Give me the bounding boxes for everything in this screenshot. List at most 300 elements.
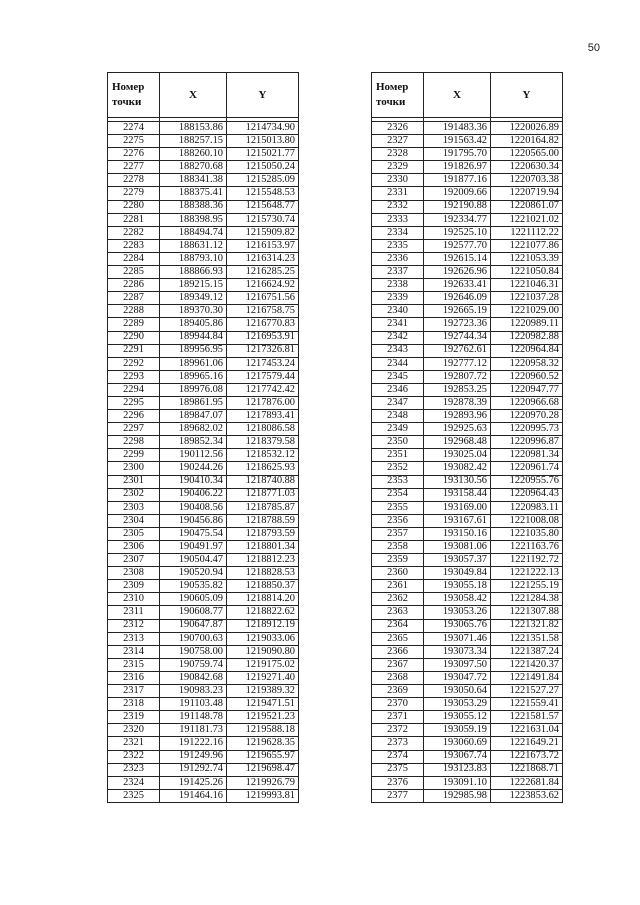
table-row <box>108 396 299 409</box>
table-row <box>108 527 299 540</box>
y-cell: 1220970.28 <box>491 410 563 423</box>
x-cell: 193060.69 <box>424 737 491 750</box>
table-row <box>108 593 299 606</box>
table-row <box>108 658 299 671</box>
table-body <box>108 118 299 803</box>
x-cell: 188388.36 <box>160 200 227 213</box>
point-number-cell: 2320 <box>108 724 160 737</box>
y-cell: 1220960.52 <box>491 370 563 383</box>
x-cell: 192633.41 <box>424 279 491 292</box>
x-cell: 193097.50 <box>424 658 491 671</box>
x-cell: 188260.10 <box>160 148 227 161</box>
point-number-cell: 2353 <box>372 475 424 488</box>
point-number-cell: 2306 <box>108 541 160 554</box>
y-cell: 1218850.37 <box>227 580 299 593</box>
table-row <box>108 541 299 554</box>
point-number-cell: 2328 <box>372 148 424 161</box>
point-number-cell: 2333 <box>372 213 424 226</box>
coordinates-table-left <box>107 72 299 803</box>
point-number-cell: 2348 <box>372 410 424 423</box>
point-number-cell: 2295 <box>108 396 160 409</box>
point-number-cell: 2294 <box>108 383 160 396</box>
table-row <box>372 541 563 554</box>
point-number-cell: 2288 <box>108 305 160 318</box>
point-number-cell: 2308 <box>108 567 160 580</box>
table-row <box>108 370 299 383</box>
y-cell: 1216770.83 <box>227 318 299 331</box>
y-cell: 1217893.41 <box>227 410 299 423</box>
x-cell: 193049.84 <box>424 567 491 580</box>
y-cell: 1219521.23 <box>227 711 299 724</box>
x-cell: 191181.73 <box>160 724 227 737</box>
x-cell: 193057.37 <box>424 554 491 567</box>
table-row <box>108 514 299 527</box>
x-cell: 189405.86 <box>160 318 227 331</box>
table-row <box>372 527 563 540</box>
point-number-cell: 2343 <box>372 344 424 357</box>
point-number-cell: 2355 <box>372 501 424 514</box>
table-row <box>372 632 563 645</box>
y-cell: 1217453.24 <box>227 357 299 370</box>
x-cell: 190647.87 <box>160 619 227 632</box>
point-number-cell: 2340 <box>372 305 424 318</box>
point-number-cell: 2277 <box>108 161 160 174</box>
point-number-cell: 2331 <box>372 187 424 200</box>
x-cell: 193055.12 <box>424 711 491 724</box>
table-row <box>372 776 563 789</box>
y-cell: 1220966.68 <box>491 396 563 409</box>
point-number-cell: 2279 <box>108 187 160 200</box>
point-number-cell: 2282 <box>108 226 160 239</box>
table-row <box>372 514 563 527</box>
y-cell: 1220996.87 <box>491 436 563 449</box>
table-row <box>108 423 299 436</box>
y-cell: 1218812.23 <box>227 554 299 567</box>
point-number-cell: 2304 <box>108 514 160 527</box>
y-cell: 1217876.00 <box>227 396 299 409</box>
y-cell: 1221112.22 <box>491 226 563 239</box>
x-cell: 190475.54 <box>160 527 227 540</box>
table-row <box>108 187 299 200</box>
table-row <box>372 383 563 396</box>
x-cell: 193091.10 <box>424 776 491 789</box>
point-number-cell: 2373 <box>372 737 424 750</box>
table-row <box>372 750 563 763</box>
table-row <box>108 148 299 161</box>
x-cell: 192968.48 <box>424 436 491 449</box>
x-cell: 193055.18 <box>424 580 491 593</box>
point-number-cell: 2296 <box>108 410 160 423</box>
x-cell: 192853.25 <box>424 383 491 396</box>
x-cell: 190983.23 <box>160 685 227 698</box>
table-row <box>372 279 563 292</box>
table-row <box>372 711 563 724</box>
point-number-cell: 2347 <box>372 396 424 409</box>
y-cell: 1220989.11 <box>491 318 563 331</box>
y-cell: 1220955.76 <box>491 475 563 488</box>
x-cell: 188153.86 <box>160 122 227 135</box>
y-cell: 1221077.86 <box>491 239 563 252</box>
table-row <box>108 789 299 802</box>
page-number: 50 <box>587 42 600 54</box>
point-number-cell: 2359 <box>372 554 424 567</box>
table-row <box>108 383 299 396</box>
y-cell: 1216758.75 <box>227 305 299 318</box>
y-cell: 1217742.42 <box>227 383 299 396</box>
point-number-cell: 2297 <box>108 423 160 436</box>
y-cell: 1215730.74 <box>227 213 299 226</box>
table-row <box>372 475 563 488</box>
x-cell: 193158.44 <box>424 488 491 501</box>
x-header: X <box>424 73 491 118</box>
point-number-cell: 2334 <box>372 226 424 239</box>
table-row <box>108 554 299 567</box>
table-row <box>372 488 563 501</box>
table-row <box>108 567 299 580</box>
point-number-cell: 2315 <box>108 658 160 671</box>
x-cell: 191425.26 <box>160 776 227 789</box>
x-cell: 190112.56 <box>160 449 227 462</box>
point-number-cell: 2342 <box>372 331 424 344</box>
table-row <box>372 239 563 252</box>
y-cell: 1220719.94 <box>491 187 563 200</box>
point-number-cell: 2352 <box>372 462 424 475</box>
x-cell: 188398.95 <box>160 213 227 226</box>
table-row <box>108 305 299 318</box>
point-number-cell: 2365 <box>372 632 424 645</box>
table-row <box>108 475 299 488</box>
x-cell: 193053.29 <box>424 698 491 711</box>
x-cell: 190244.26 <box>160 462 227 475</box>
point-number-cell: 2311 <box>108 606 160 619</box>
y-cell: 1219698.47 <box>227 763 299 776</box>
point-number-cell: 2284 <box>108 252 160 265</box>
point-header-line1: Номер <box>376 81 409 94</box>
y-cell: 1216285.25 <box>227 266 299 279</box>
table-row <box>108 737 299 750</box>
x-cell: 193053.26 <box>424 606 491 619</box>
point-number-cell: 2286 <box>108 279 160 292</box>
x-cell: 192334.77 <box>424 213 491 226</box>
table-header-row <box>108 73 299 118</box>
x-cell: 189961.06 <box>160 357 227 370</box>
y-cell: 1221559.41 <box>491 698 563 711</box>
x-cell: 192985.98 <box>424 789 491 802</box>
y-cell: 1219655.97 <box>227 750 299 763</box>
table-row <box>372 554 563 567</box>
x-cell: 188270.68 <box>160 161 227 174</box>
table-row <box>108 331 299 344</box>
x-cell: 193059.19 <box>424 724 491 737</box>
y-cell: 1220630.34 <box>491 161 563 174</box>
point-number-cell: 2350 <box>372 436 424 449</box>
y-cell: 1217326.81 <box>227 344 299 357</box>
table-row <box>108 135 299 148</box>
point-number-cell: 2300 <box>108 462 160 475</box>
point-number-cell: 2274 <box>108 122 160 135</box>
table-row <box>108 698 299 711</box>
x-cell: 189215.15 <box>160 279 227 292</box>
x-cell: 190535.82 <box>160 580 227 593</box>
point-header-line2: точки <box>376 96 406 108</box>
y-cell: 1221491.84 <box>491 671 563 684</box>
point-number-cell: 2316 <box>108 671 160 684</box>
x-cell: 189847.07 <box>160 410 227 423</box>
point-number-cell: 2298 <box>108 436 160 449</box>
y-cell: 1221673.72 <box>491 750 563 763</box>
table-row <box>372 135 563 148</box>
table-row <box>372 252 563 265</box>
y-cell: 1220981.34 <box>491 449 563 462</box>
point-number-cell: 2345 <box>372 370 424 383</box>
point-number-cell: 2364 <box>372 619 424 632</box>
x-cell: 192525.10 <box>424 226 491 239</box>
x-cell: 192665.19 <box>424 305 491 318</box>
point-number-cell: 2290 <box>108 331 160 344</box>
y-cell: 1220565.00 <box>491 148 563 161</box>
point-number-cell: 2375 <box>372 763 424 776</box>
x-cell: 188257.15 <box>160 135 227 148</box>
y-cell: 1221037.28 <box>491 292 563 305</box>
y-cell: 1215013.80 <box>227 135 299 148</box>
y-cell: 1221053.39 <box>491 252 563 265</box>
x-cell: 189956.95 <box>160 344 227 357</box>
y-cell: 1220026.89 <box>491 122 563 135</box>
y-cell: 1218771.03 <box>227 488 299 501</box>
point-number-cell: 2368 <box>372 671 424 684</box>
y-cell: 1221008.08 <box>491 514 563 527</box>
y-cell: 1218625.93 <box>227 462 299 475</box>
x-cell: 188341.38 <box>160 174 227 187</box>
point-number-cell: 2329 <box>372 161 424 174</box>
x-cell: 192744.34 <box>424 331 491 344</box>
y-cell: 1215648.77 <box>227 200 299 213</box>
y-cell: 1221255.19 <box>491 580 563 593</box>
point-number-cell: 2358 <box>372 541 424 554</box>
y-cell: 1220995.73 <box>491 423 563 436</box>
table-row <box>372 200 563 213</box>
table-row <box>108 266 299 279</box>
table-row <box>108 449 299 462</box>
table-row <box>372 671 563 684</box>
point-number-cell: 2301 <box>108 475 160 488</box>
x-cell: 192615.14 <box>424 252 491 265</box>
point-number-cell: 2292 <box>108 357 160 370</box>
x-cell: 190491.97 <box>160 541 227 554</box>
point-number-cell: 2335 <box>372 239 424 252</box>
table-row <box>108 410 299 423</box>
y-cell: 1220947.77 <box>491 383 563 396</box>
point-number-cell: 2302 <box>108 488 160 501</box>
x-cell: 189349.12 <box>160 292 227 305</box>
x-cell: 190605.09 <box>160 593 227 606</box>
table-row <box>372 724 563 737</box>
x-cell: 191249.96 <box>160 750 227 763</box>
x-cell: 191292.74 <box>160 763 227 776</box>
table-row <box>108 226 299 239</box>
y-cell: 1218801.34 <box>227 541 299 554</box>
y-cell: 1219926.79 <box>227 776 299 789</box>
point-number-cell: 2356 <box>372 514 424 527</box>
point-number-cell: 2372 <box>372 724 424 737</box>
y-cell: 1219628.35 <box>227 737 299 750</box>
point-number-cell: 2319 <box>108 711 160 724</box>
table-row <box>372 357 563 370</box>
point-number-cell: 2289 <box>108 318 160 331</box>
x-cell: 189682.02 <box>160 423 227 436</box>
x-cell: 192762.61 <box>424 344 491 357</box>
table-row <box>108 763 299 776</box>
point-number-cell: 2357 <box>372 527 424 540</box>
point-number-cell: 2341 <box>372 318 424 331</box>
x-cell: 189965.16 <box>160 370 227 383</box>
point-number-header <box>108 73 160 118</box>
y-cell: 1220964.84 <box>491 344 563 357</box>
point-number-cell: 2324 <box>108 776 160 789</box>
y-cell: 1215285.09 <box>227 174 299 187</box>
x-cell: 188631.12 <box>160 239 227 252</box>
x-cell: 193150.16 <box>424 527 491 540</box>
point-number-cell: 2291 <box>108 344 160 357</box>
table-row <box>108 685 299 698</box>
table-row <box>108 292 299 305</box>
table-row <box>108 776 299 789</box>
point-number-cell: 2362 <box>372 593 424 606</box>
y-cell: 1221021.02 <box>491 213 563 226</box>
x-cell: 190759.74 <box>160 658 227 671</box>
table-row <box>108 501 299 514</box>
point-number-cell: 2336 <box>372 252 424 265</box>
table-row <box>372 619 563 632</box>
point-number-cell: 2314 <box>108 645 160 658</box>
point-number-cell: 2317 <box>108 685 160 698</box>
table-row <box>372 645 563 658</box>
table-row <box>372 580 563 593</box>
table-row <box>108 671 299 684</box>
point-number-cell: 2327 <box>372 135 424 148</box>
y-cell: 1220983.11 <box>491 501 563 514</box>
y-cell: 1216314.23 <box>227 252 299 265</box>
point-number-cell: 2367 <box>372 658 424 671</box>
point-number-cell: 2303 <box>108 501 160 514</box>
table-row <box>372 593 563 606</box>
point-number-cell: 2376 <box>372 776 424 789</box>
y-cell: 1220961.74 <box>491 462 563 475</box>
table-row <box>372 226 563 239</box>
table-row <box>108 344 299 357</box>
point-number-cell: 2323 <box>108 763 160 776</box>
x-cell: 193167.61 <box>424 514 491 527</box>
x-cell: 193073.34 <box>424 645 491 658</box>
y-cell: 1219993.81 <box>227 789 299 802</box>
point-number-cell: 2354 <box>372 488 424 501</box>
x-cell: 191795.70 <box>424 148 491 161</box>
x-cell: 193081.06 <box>424 541 491 554</box>
y-cell: 1218086.58 <box>227 423 299 436</box>
point-number-cell: 2322 <box>108 750 160 763</box>
y-cell: 1222681.84 <box>491 776 563 789</box>
point-number-cell: 2351 <box>372 449 424 462</box>
point-number-cell: 2293 <box>108 370 160 383</box>
y-cell: 1218814.20 <box>227 593 299 606</box>
y-cell: 1216153.97 <box>227 239 299 252</box>
y-cell: 1220958.32 <box>491 357 563 370</box>
point-number-cell: 2281 <box>108 213 160 226</box>
table-row <box>372 331 563 344</box>
point-number-cell: 2339 <box>372 292 424 305</box>
table-row <box>372 148 563 161</box>
x-header: X <box>160 73 227 118</box>
x-cell: 193025.04 <box>424 449 491 462</box>
point-number-cell: 2366 <box>372 645 424 658</box>
x-cell: 191563.42 <box>424 135 491 148</box>
x-cell: 193071.46 <box>424 632 491 645</box>
y-cell: 1218740.88 <box>227 475 299 488</box>
x-cell: 191877.16 <box>424 174 491 187</box>
point-number-cell: 2285 <box>108 266 160 279</box>
x-cell: 192646.09 <box>424 292 491 305</box>
point-number-cell: 2321 <box>108 737 160 750</box>
x-cell: 192925.63 <box>424 423 491 436</box>
table-row <box>372 122 563 135</box>
y-cell: 1218788.59 <box>227 514 299 527</box>
y-header: Y <box>227 73 299 118</box>
x-cell: 193130.56 <box>424 475 491 488</box>
y-cell: 1218822.62 <box>227 606 299 619</box>
y-cell: 1219471.51 <box>227 698 299 711</box>
point-number-cell: 2287 <box>108 292 160 305</box>
y-cell: 1221307.88 <box>491 606 563 619</box>
x-cell: 191464.16 <box>160 789 227 802</box>
point-number-cell: 2361 <box>372 580 424 593</box>
x-cell: 193169.00 <box>424 501 491 514</box>
y-cell: 1216953.91 <box>227 331 299 344</box>
x-cell: 189944.84 <box>160 331 227 344</box>
point-number-cell: 2307 <box>108 554 160 567</box>
y-cell: 1217579.44 <box>227 370 299 383</box>
point-number-cell: 2330 <box>372 174 424 187</box>
point-number-cell: 2371 <box>372 711 424 724</box>
y-cell: 1220703.38 <box>491 174 563 187</box>
y-cell: 1221284.38 <box>491 593 563 606</box>
y-cell: 1221035.80 <box>491 527 563 540</box>
table-row <box>372 606 563 619</box>
x-cell: 190758.00 <box>160 645 227 658</box>
x-cell: 192626.96 <box>424 266 491 279</box>
table-row <box>372 174 563 187</box>
x-cell: 193067.74 <box>424 750 491 763</box>
table-row <box>372 187 563 200</box>
x-cell: 191483.36 <box>424 122 491 135</box>
table-row <box>108 239 299 252</box>
table-row <box>372 161 563 174</box>
table-row <box>108 724 299 737</box>
x-cell: 189976.08 <box>160 383 227 396</box>
table-row <box>372 370 563 383</box>
x-cell: 188793.10 <box>160 252 227 265</box>
table-row <box>372 737 563 750</box>
y-cell: 1219389.32 <box>227 685 299 698</box>
point-number-cell: 2280 <box>108 200 160 213</box>
table-row <box>372 410 563 423</box>
y-cell: 1221029.00 <box>491 305 563 318</box>
x-cell: 192893.96 <box>424 410 491 423</box>
table-row <box>108 488 299 501</box>
table-row <box>372 396 563 409</box>
x-cell: 190700.63 <box>160 632 227 645</box>
y-cell: 1221868.71 <box>491 763 563 776</box>
table-row <box>372 423 563 436</box>
